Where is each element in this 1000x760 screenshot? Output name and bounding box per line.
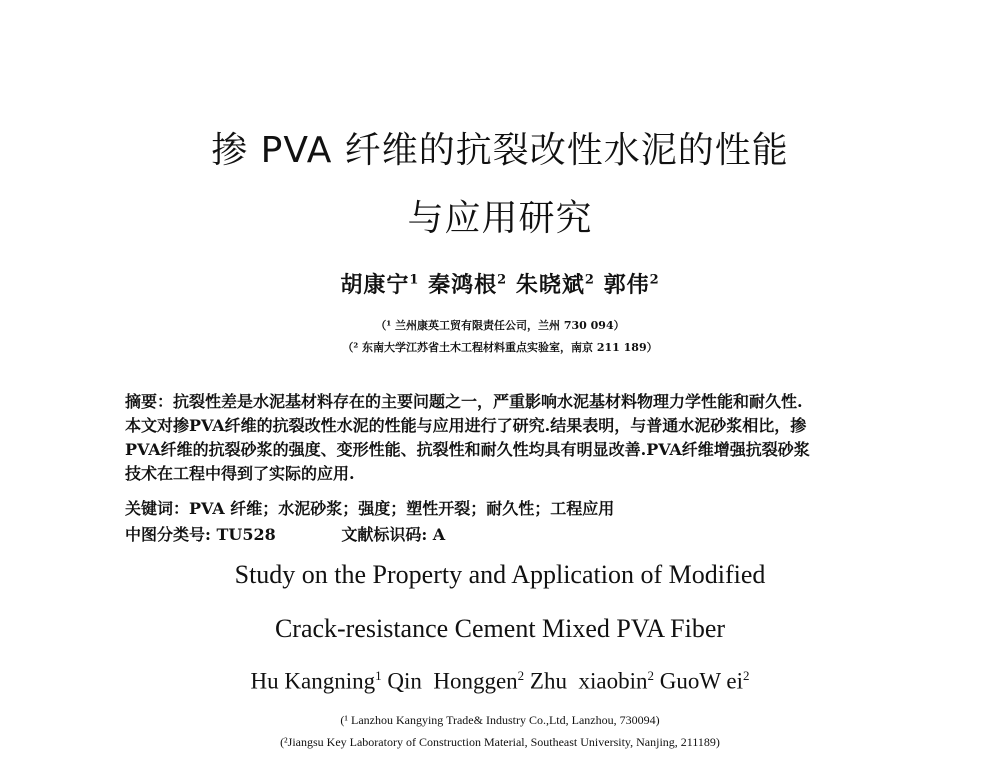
abstract-line: 摘要：抗裂性差是水泥基材料存在的主要问题之一，严重影响水泥基材料物理力学性能和耐久性. xyxy=(125,392,803,411)
document-code: 文献标识码: A xyxy=(341,525,446,544)
author-sup: 2 xyxy=(742,668,750,683)
author-sup: 2 xyxy=(647,668,654,683)
author-sup: 2 xyxy=(584,272,595,288)
abstract-line: PVA纤维的抗裂砂浆的强度、变形性能、抗裂性和耐久性均具有明显改善.PVA纤维增强抗裂砂浆 xyxy=(125,440,810,459)
author: GuoW ei xyxy=(659,668,743,694)
affiliation-en-2: (²Jiangsu Key Laboratory of Construction Material, Southeast University, Nanjing, 211189) xyxy=(280,735,720,749)
author: 朱晓斌 xyxy=(515,272,585,298)
authors-cn xyxy=(0,268,1000,299)
author-sup: 2 xyxy=(497,272,508,288)
author: 胡康宁 xyxy=(340,272,410,298)
classification-row xyxy=(125,522,505,545)
author: 秦鸿根 xyxy=(428,272,498,298)
author-sup: 1 xyxy=(409,272,420,288)
authors-en xyxy=(0,668,1000,695)
abstract-line: 本文对掺PVA纤维的抗裂改性水泥的性能与应用进行了研究.结果表明，与普通水泥砂浆相比，掺 xyxy=(125,416,807,435)
author: 郭伟 xyxy=(603,272,650,298)
abstract-line: 技术在工程中得到了实际的应用. xyxy=(125,464,355,483)
affiliation-en-1: (¹ Lanzhou Kangying Trade& Industry Co.,Ltd, Lanzhou, 730094) xyxy=(340,713,660,727)
author-sup: 2 xyxy=(649,272,660,288)
affiliation-cn-2: （² 东南大学江苏省土木工程材料重点实验室，南京 211 189） xyxy=(342,341,658,354)
keywords: 关键词：PVA 纤维；水泥砂浆；强度；塑性开裂；耐久性；工程应用 xyxy=(125,499,615,518)
affiliation-cn-1: （¹ 兰州康英工贸有限责任公司，兰州 730 094） xyxy=(375,319,625,332)
author: Hu Kangning xyxy=(250,668,376,694)
classification-number: 中图分类号: TU528 xyxy=(125,525,276,544)
title-en-line-2: Crack-resistance Cement Mixed PVA Fiber xyxy=(274,614,726,643)
author: Qin Honggen xyxy=(387,668,518,694)
title-cn-line-1: 掺 PVA 纤维的抗裂改性水泥的性能 xyxy=(211,130,789,171)
author: Zhu xiaobin xyxy=(529,668,648,694)
author-sup: 2 xyxy=(517,668,525,683)
title-en-line-1: Study on the Property and Application of Modified xyxy=(234,560,766,589)
author-sup: 1 xyxy=(375,668,382,683)
abstract xyxy=(125,390,885,486)
title-cn-line-2: 与应用研究 xyxy=(407,198,593,239)
